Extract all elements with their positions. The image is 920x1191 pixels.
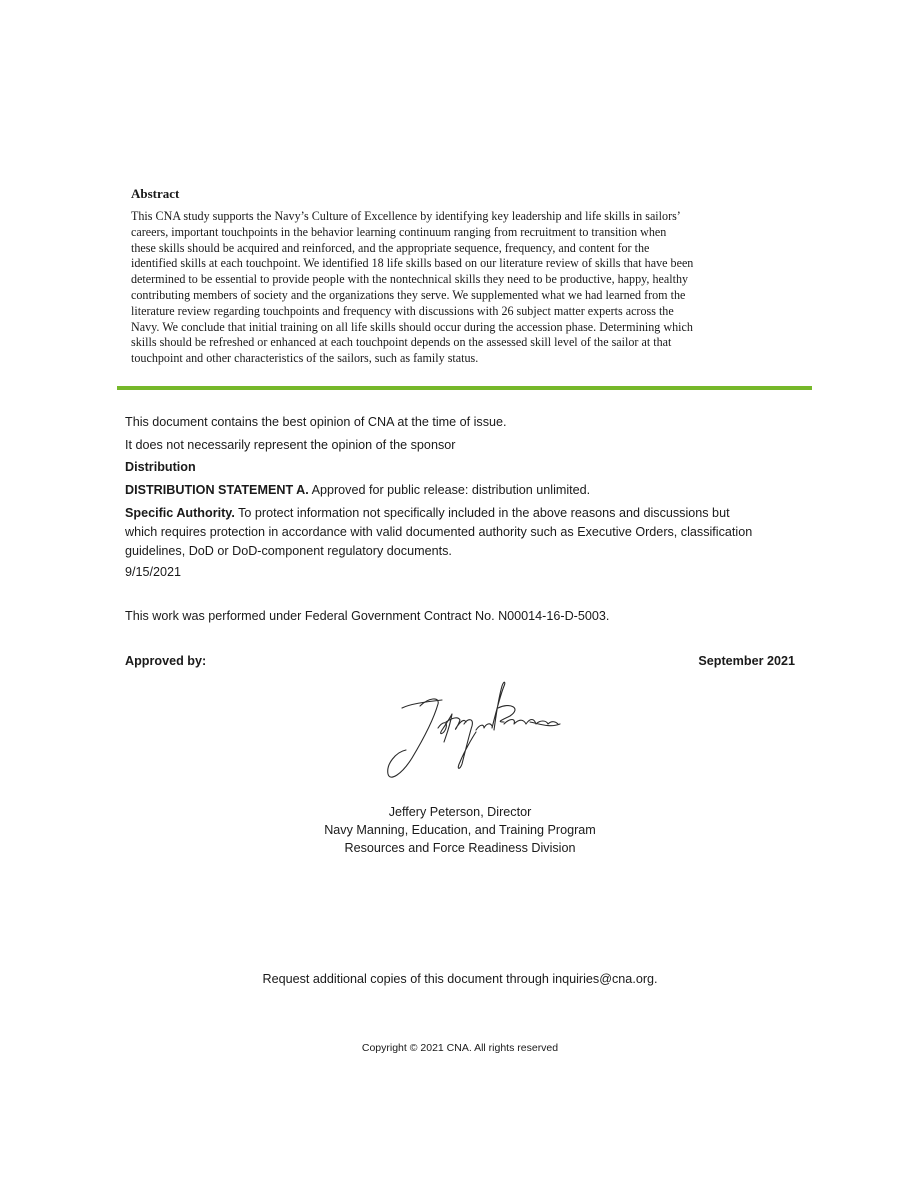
approval-row xyxy=(125,652,795,671)
abstract-line: literature review regarding touchpoints and frequency with discussions with 26 subject matter experts across the xyxy=(131,303,674,318)
abstract-line: these skills should be acquired and reinforced, and the appropriate sequence, frequency, and content for the xyxy=(131,240,650,255)
issue-date: 9/15/2021 xyxy=(125,565,182,579)
abstract-heading: Abstract xyxy=(131,186,180,201)
signer-division: Resources and Force Readiness Division xyxy=(344,841,576,855)
abstract-body xyxy=(131,209,803,367)
distribution-label: DISTRIBUTION STATEMENT A. xyxy=(125,483,309,497)
distribution-text: Approved for public release: distribution unlimited. xyxy=(308,483,591,497)
abstract-line: careers, important touchpoints in the behavior learning continuum ranging from recruitment to transition when xyxy=(131,224,667,239)
signer-name: Jeffery Peterson, Director xyxy=(388,805,532,819)
abstract-line: This CNA study supports the Navy’s Culture of Excellence by identifying key leadership and life skills in sailors’ xyxy=(131,209,681,223)
distribution-statement xyxy=(125,481,805,500)
opinion-line-2: It does not necessarily represent the opinion of the sponsor xyxy=(125,438,456,452)
abstract-line: Navy. We conclude that initial training on all life skills should occur during the accession phase. Determining which xyxy=(131,319,693,334)
abstract-section xyxy=(131,186,803,367)
abstract-line: skills should be refreshed or enhanced at each touchpoint depends on the assessed skill level of the sailor at that xyxy=(131,335,672,350)
distribution-heading-text: Distribution xyxy=(125,460,196,474)
authority-line-1: To protect information not specifically included in the above reasons and discussions but xyxy=(234,506,730,520)
authority-line-3: guidelines, DoD or DoD-component regulatory documents. xyxy=(125,544,452,558)
section-divider xyxy=(117,386,812,390)
approval-date: September 2021 xyxy=(698,654,795,668)
copyright-notice: Copyright © 2021 CNA. All rights reserved xyxy=(361,1042,559,1054)
signer-program: Navy Manning, Education, and Training Program xyxy=(324,823,596,837)
abstract-line: touchpoint and other characteristics of the sailors, such as family status. xyxy=(131,351,479,366)
request-copies: Request additional copies of this document through inquiries@cna.org. xyxy=(262,972,658,986)
authority-label: Specific Authority. xyxy=(125,506,235,520)
authority-line-2: which requires protection in accordance with valid documented authority such as Executive Orders, classification xyxy=(125,525,753,539)
abstract-line: determined to be essential to provide people with the nontechnical skills they need to be productive, happy, healthy xyxy=(131,272,689,287)
signer-block xyxy=(0,803,920,857)
abstract-line: identified skills at each touchpoint. We identified 18 life skills based on our literature review of skills that have been xyxy=(131,256,694,271)
signature-image xyxy=(380,678,570,788)
specific-authority xyxy=(125,504,805,561)
approved-by-label: Approved by: xyxy=(125,654,207,668)
distribution-heading xyxy=(125,458,805,477)
opinion-line-1: This document contains the best opinion of CNA at the time of issue. xyxy=(125,415,507,429)
abstract-line: contributing members of society and the organizations they serve. We supplemented what we had learned from the xyxy=(131,287,686,302)
contract-statement: This work was performed under Federal Government Contract No. N00014-16-D-5003. xyxy=(125,609,610,623)
